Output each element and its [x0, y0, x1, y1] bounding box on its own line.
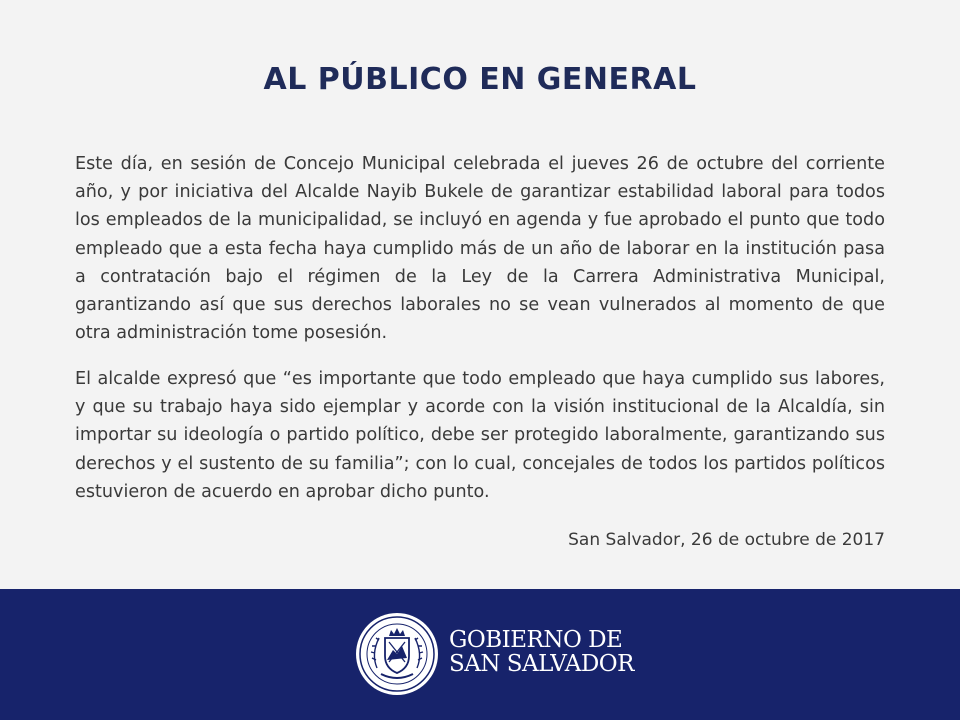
body-paragraph-2: El alcalde expresó que “es importante que todo empleado que haya cumplido sus labores, y que su trabajo haya sido ejemplar y acorde con la visión institucional de la Alcaldía, sin importar su ideología o partido político, debe ser protegido laboralmente, garantizando sus derechos y el sustento de su familia”; con lo cual, concejales de todos los partidos políticos estuvieron de acuerdo en aprobar dicho punto. [75, 369, 885, 502]
brand-wordmark [449, 628, 634, 676]
brand-line-2: SAN SALVADOR [449, 651, 634, 677]
page-title: AL PÚBLICO EN GENERAL [263, 62, 697, 97]
place-date-line: San Salvador, 26 de octubre de 2017 [568, 530, 885, 550]
municipal-seal-icon [355, 612, 439, 696]
body-paragraph-1: Este día, en sesión de Concejo Municipal celebrada el jueves 26 de octubre del corriente año, y por iniciativa del Alcalde Nayib Bukele de garantizar estabilidad laboral para todos los empleados de la municipalidad, se incluyó en agenda y fue aprobado el punto que todo empleado que a esta fecha haya cumplido más de un año de laborar en la institución pasa a contratación bajo el régimen de la Ley de la Carrera Administrativa Municipal, garantizando así que sus derechos laborales no se vean vulnerados al momento de que otra administración tome posesión. [75, 154, 885, 344]
brand-line-1: GOBIERNO DE [449, 627, 623, 653]
